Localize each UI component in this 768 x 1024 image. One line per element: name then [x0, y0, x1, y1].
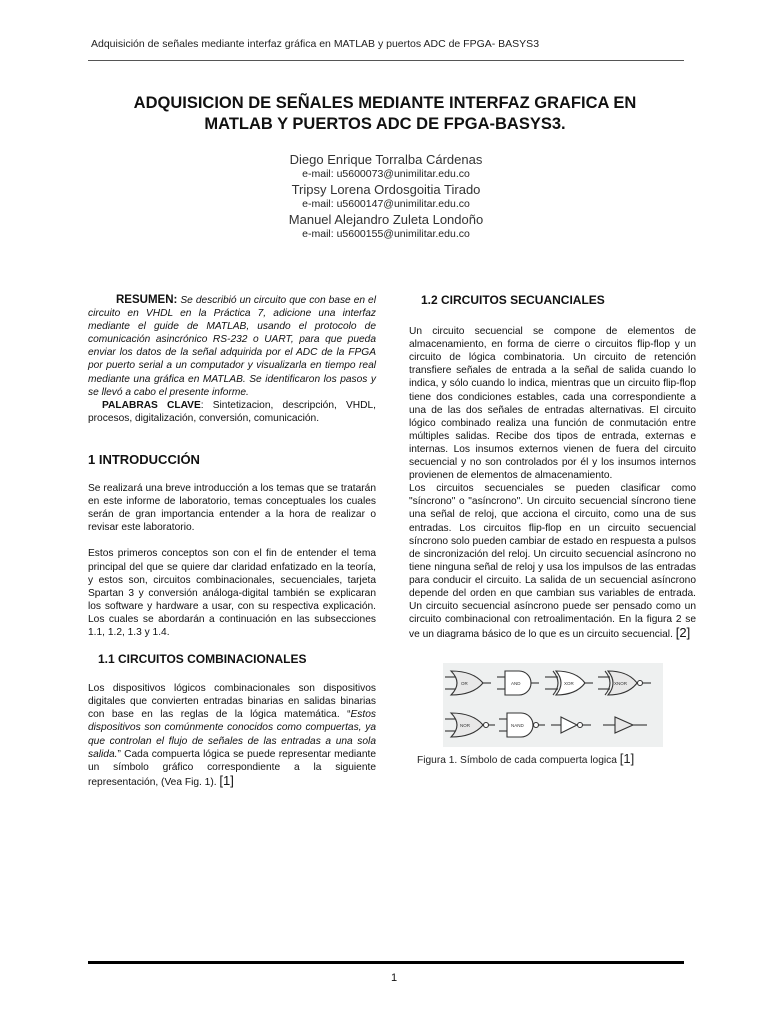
not-gate-icon [551, 717, 591, 733]
author-block [186, 152, 586, 242]
or-gate-icon [445, 671, 491, 695]
author-name: Diego Enrique Torralba Cárdenas [289, 152, 483, 167]
gate-label: AND [511, 681, 521, 687]
abstract [88, 294, 376, 399]
nor-gate-icon [445, 713, 495, 737]
paper-title [100, 93, 670, 135]
section-heading-introduction: 1 INTRODUCCIÓN [88, 451, 200, 467]
abstract-label: RESUMEN: [116, 294, 178, 306]
citation: [1] [619, 751, 635, 767]
caption-text: Figura 1. Símbolo de cada compuerta logica [417, 755, 620, 767]
author-name: Manuel Alejandro Zuleta Londoño [288, 212, 484, 227]
keywords [88, 399, 376, 425]
author-email: e-mail: u5600147@unimilitar.edu.co [302, 198, 470, 210]
gate-label: NOR [460, 723, 470, 729]
keywords-text: : Sintetizacion, descripción, VHDL, procesos, digitalización, conversión, comunicación. [88, 399, 376, 424]
and-gate-icon [497, 671, 539, 695]
combinational-text: Los dispositivos lógicos combinacionales son dispositivos digitales que convierten entradas binarias en salidas binarias con base en las reglas de la lógica matemática. “ [88, 683, 376, 721]
figure-caption [409, 752, 696, 767]
combinational-paragraph [88, 682, 376, 789]
title-line-1: ADQUISICION DE SEÑALES MEDIANTE INTERFAZ GRAFICA EN [133, 94, 637, 112]
right-column [409, 294, 696, 767]
sequential-text: Los circuitos secuenciales se pueden clasificar como "síncrono" o "asíncrono". Un circuito secuencial síncrono tiene una señal de reloj, que acciona el circuito, como una de sus entradas. Los circuitos flip-flop en un circuito secuencial síncrono solo pueden cambiar de estado en respuesta a pulsos de sincronización del reloj. Un circuito secuencial asíncrono no tiene ninguna señal de reloj y usa los impulsos de las entradas para conducir el circuito. La salida de un secuencial asíncrono depende del orden en que cambian sus variables de entrada. Un circuito secuencial asíncrono puede ser pensado como un circuito combinacional con retroalimentación. En la figura 2 se ve un diagrama básico de lo que es un circuito secuencial. [409, 483, 696, 641]
author-email: e-mail: u5600073@unimilitar.edu.co [302, 168, 470, 180]
footer-rule [88, 961, 684, 964]
left-column [88, 294, 376, 789]
citation: [1] [219, 772, 234, 788]
intro-paragraph: Estos primeros conceptos son con el fin de entender el tema principal del que se quiere dar claridad enfatizado en la teoría, y estos son, circuitos combinacionales, secuenciales, tarjeta Spartan 3 y conversión análoga-digital también se explicaran los software y hardware a usar, con su respectiva explicación. Los cuales se abordarán a continuación en las subsecciones 1.1, 1.2, 1.3 y 1.4. [88, 548, 376, 638]
xor-gate-icon [545, 671, 593, 695]
xnor-gate-icon [598, 671, 651, 695]
section-heading-sequential: 1.2 CIRCUITOS SECUANCIALES [421, 293, 605, 307]
intro-paragraph: Se realizará una breve introducción a los temas que se tratarán en este informe de laboratorio, temas conceptuales los cuales serán de gran importancia entender a la hora de realizar o revisar este laboratorio. [88, 483, 376, 534]
gate-label: XNOR [614, 681, 628, 687]
running-header: Adquisición de señales mediante interfaz gráfica en MATLAB y puertos ADC de FPGA- BASYS3 [91, 38, 540, 50]
abstract-text: Se describió un circuito que con base en el circuito en VHDL en la Práctica 7, adicione una interfaz mediante el guide de MATLAB, usando el protocolo de comunicación asincrónico RS-232 o UART, para que pueda enviar los datos de la señal adquirida por el ADC de la FPGA por puerto serial a un computador y visualizarla en tiempo real mediante una gráfica en MATLAB. Se identificaron los pasos y se llevó a cabo el presente informe. [88, 295, 376, 398]
combinational-text-end: ” Cada compuerta lógica se puede representar mediante un símbolo gráfico correspondiente a la siguiente representación, (Vea Fig. 1). [88, 748, 376, 788]
sequential-paragraph: Un circuito secuencial se compone de elementos de almacenamiento, en forma de cierre o circuitos flip-flop y un circuito de lógica combinatoria. Un circuito de retención transfiere señales de entrada a la señal de salida cuando lo indica, y sólo cuando lo indica, mientras que un circuito flip-flop tiene dos condiciones estables, cada una correspondiente a una de las dos señales de entradas alternativas. El circuito lógico combinado realiza una función de conmutación entre múltiples salidas. Recibe dos tipos de entrada, externas e internas. Los insumos externos vienen de fuera del circuito secuencial y no son controlados por él y los insumos internos provienen de elementos de almacenamiento. [409, 326, 696, 482]
section-heading-combinational: 1.1 CIRCUITOS COMBINACIONALES [98, 652, 307, 667]
header-rule [88, 60, 684, 61]
logic-gates-diagram [443, 663, 663, 747]
citation: [2] [675, 625, 691, 641]
page-number: 1 [390, 972, 398, 984]
nand-gate-icon [499, 713, 545, 737]
title-line-2: MATLAB Y PUERTOS ADC DE FPGA-BASYS3. [204, 115, 566, 133]
combinational-quote: Estos dispositivos son comúnmente conocidos como compuertas, ya que controlan el flujo de señales de las entradas a una sola salida. [88, 709, 376, 760]
gate-label: NAND [511, 723, 524, 729]
gate-label: OR [461, 681, 468, 687]
author-email: e-mail: u5600155@unimilitar.edu.co [302, 228, 470, 240]
sequential-paragraph [409, 482, 696, 641]
keywords-label: PALABRAS CLAVE [102, 399, 201, 411]
author-name: Tripsy Lorena Ordosgoitia Tirado [291, 182, 481, 197]
gate-label: XOR [564, 681, 574, 687]
figure-logic-gates [443, 663, 663, 747]
buffer-gate-icon [603, 717, 647, 733]
